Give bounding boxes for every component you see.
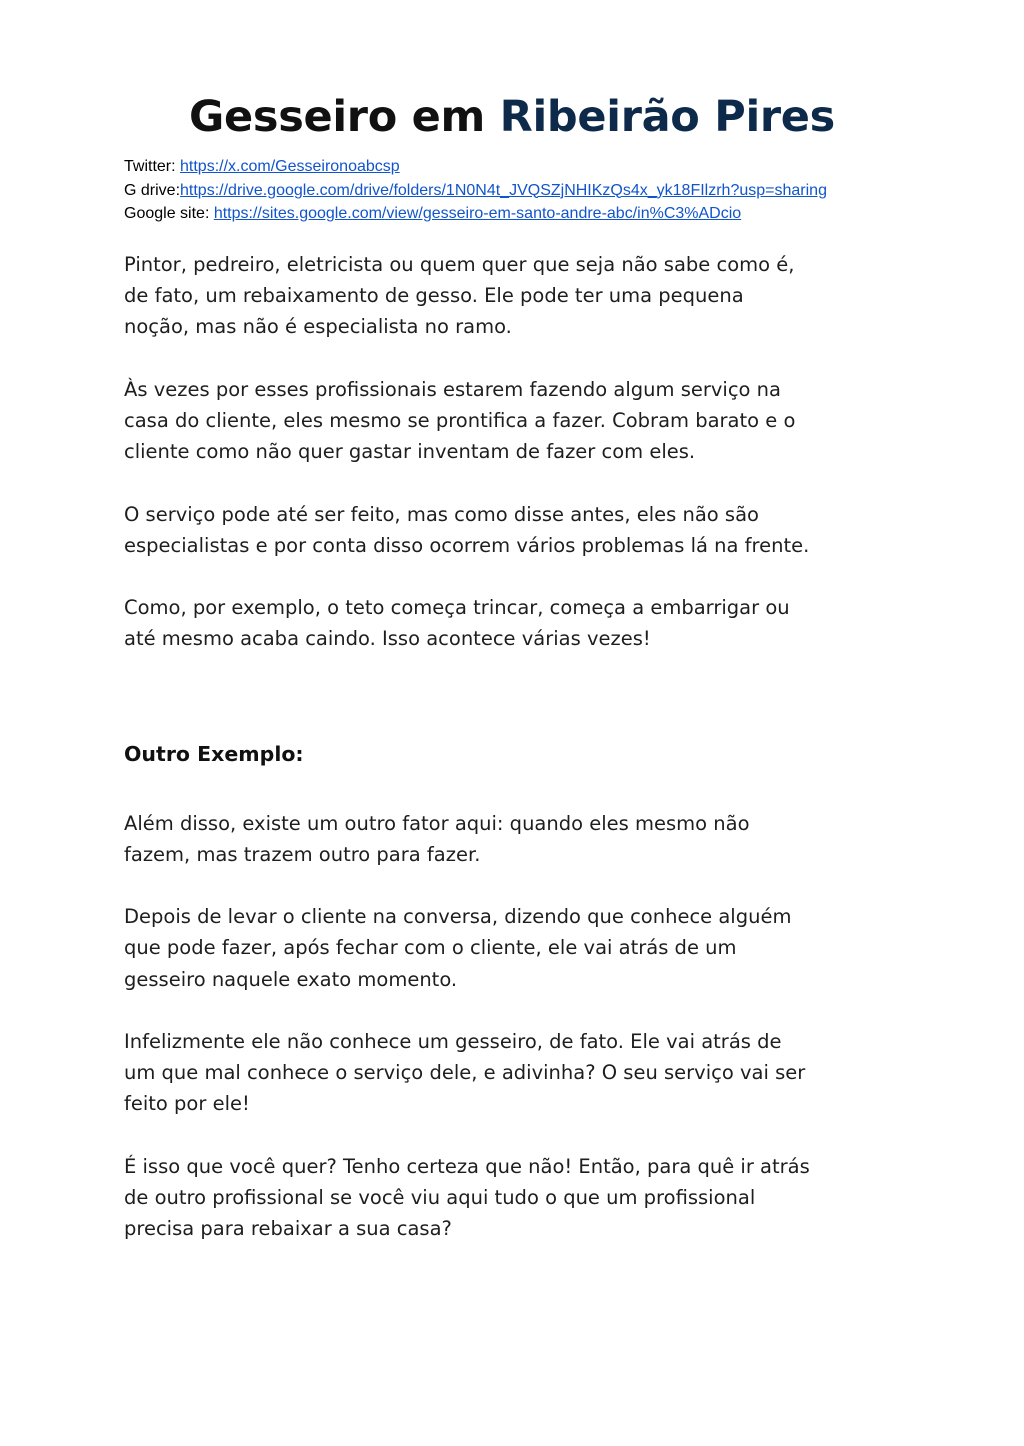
title-part-1: Gesseiro em [189,91,500,142]
google-site-link[interactable]: https://sites.google.com/view/gesseiro-em-santo-andre-abc/in%C3%ADcio [213,205,742,222]
subheading: Outro Exemplo: [124,741,304,766]
section-spacer [124,770,914,808]
paragraph-spacer [124,870,914,901]
paragraph-spacer [124,561,914,592]
paragraph: Às vezes por esses profissionais estarem fazendo algum serviço na casa do cliente, eles mesmo se prontifica a fazer. Cobram barato e o cliente como não quer gastar inventam de fazer com eles. [124,377,796,464]
paragraph-spacer [124,1120,914,1151]
paragraph-spacer [124,467,914,498]
paragraph: Pintor, pedreiro, eletricista ou quem quer que seja não sabe como é, de fato, um rebaixamento de gesso. Ele pode ter uma pequena noção, mas não é especialista no ramo. [124,253,795,339]
twitter-label: Twitter: [124,158,181,175]
links-block [124,155,924,226]
paragraph-spacer [124,343,914,374]
google-site-label: Google site: [124,205,214,222]
title-part-2: Ribeirão Pires [499,91,835,142]
gdrive-label: G drive: [124,181,181,199]
article-body [124,249,914,1244]
paragraph: Depois de levar o cliente na conversa, dizendo que conhece alguém que pode fazer, após fechar com o cliente, ele vai atrás de um gesseiro naquele exato momento. [124,905,792,991]
section-spacer [124,701,914,739]
paragraph: É isso que você quer? Tenho certeza que não! Então, para quê ir atrás de outro profissional se você viu aqui tudo o que um profissional precisa para rebaixar a sua casa? [124,1154,810,1241]
paragraph: O serviço pode até ser feito, mas como disse antes, eles não são especialistas e por conta disso ocorrem vários problemas lá na frente. [124,502,810,557]
paragraph: Além disso, existe um outro fator aqui: quando eles mesmo não fazem, mas trazem outro para fazer. [124,811,750,866]
gdrive-link[interactable]: https://drive.google.com/drive/folders/1N0N4t_JVQSZjNHIKzQs4x_yk18FIlzrh?usp=sharing [180,181,827,199]
page-title [0,87,1024,147]
paragraph: Como, por exemplo, o teto começa trincar, começa a embarrigar ou até mesmo acaba caindo. Isso acontece várias vezes! [124,596,790,651]
twitter-row [124,155,924,179]
twitter-link[interactable]: https://x.com/Gesseironoabcsp [180,158,400,175]
paragraph-spacer [124,995,914,1026]
google-site-row [124,202,924,226]
paragraph: Infelizmente ele não conhece um gesseiro, de fato. Ele vai atrás de um que mal conhece o serviço dele, e adivinha? O seu serviço vai ser feito por ele! [124,1029,806,1116]
section-spacer [124,655,914,701]
gdrive-row [124,179,924,203]
